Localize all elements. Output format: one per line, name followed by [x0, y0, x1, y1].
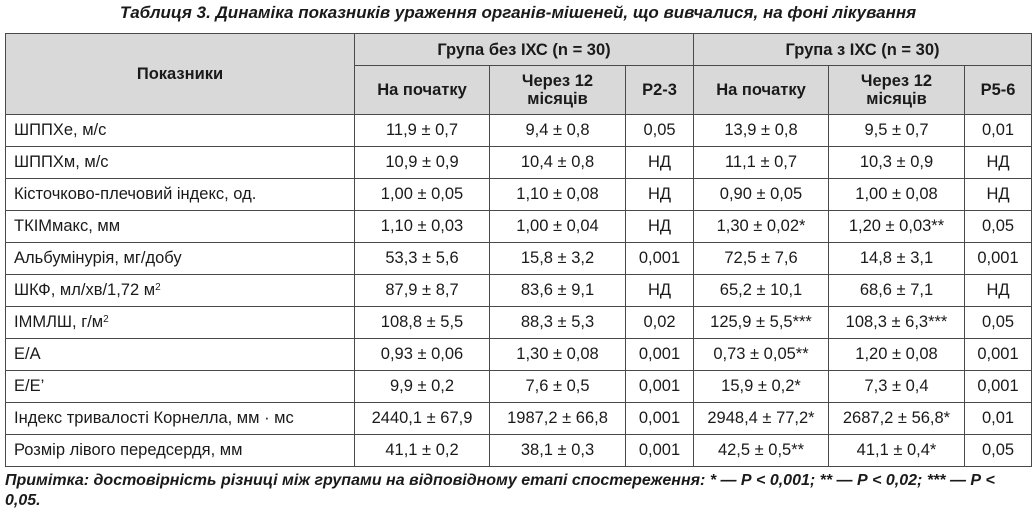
value-g2-start: 13,9 ± 0,8 [694, 115, 829, 147]
table-row [6, 307, 1032, 339]
indicator-name [6, 403, 355, 435]
indicator-name [6, 243, 355, 275]
value-p56: 0,01 [965, 115, 1032, 147]
value-g1-after: 1,30 ± 0,08 [490, 339, 626, 371]
indicator-name [6, 275, 355, 307]
value-p23: 0,001 [626, 243, 694, 275]
indicator-label: Розмір лівого передсердя, мм [14, 441, 243, 459]
value-g1-after: 9,4 ± 0,8 [490, 115, 626, 147]
value-p23: 0,001 [626, 403, 694, 435]
header-g2-p: Р5-6 [965, 66, 1032, 115]
value-p23: 0,001 [626, 371, 694, 403]
value-g2-after: 14,8 ± 3,1 [829, 243, 965, 275]
header-row-groups [6, 34, 1032, 66]
value-g1-after: 10,4 ± 0,8 [490, 147, 626, 179]
indicator-name [6, 115, 355, 147]
value-p56: НД [965, 275, 1032, 307]
table-row [6, 435, 1032, 467]
table-row [6, 211, 1032, 243]
value-g2-start: 65,2 ± 10,1 [694, 275, 829, 307]
header-group-with-ihd: Група з ІХС (n = 30) [694, 34, 1032, 66]
value-g1-after: 1,10 ± 0,08 [490, 179, 626, 211]
value-g2-start: 0,73 ± 0,05** [694, 339, 829, 371]
value-p56: НД [965, 179, 1032, 211]
value-p23: 0,001 [626, 435, 694, 467]
value-p56: 0,001 [965, 243, 1032, 275]
indicator-label: ТКІМмакс, мм [14, 217, 121, 235]
indicator-name [6, 339, 355, 371]
indicator-unit-superscript: 2 [103, 314, 109, 325]
value-g2-after: 41,1 ± 0,4* [829, 435, 965, 467]
header-g1-after: Через 12 місяців [490, 66, 626, 115]
indicator-name [6, 147, 355, 179]
value-p23: 0,02 [626, 307, 694, 339]
value-g2-start: 42,5 ± 0,5** [694, 435, 829, 467]
value-g1-start: 10,9 ± 0,9 [355, 147, 490, 179]
table-note: Примітка: достовірність різниці між групами на відповідному етапі спостереження: * — Р < 0,001; ** — Р < 0,02; *** — Р < 0,05. [5, 472, 995, 509]
table-row [6, 147, 1032, 179]
indicator-unit-superscript: 2 [155, 282, 161, 293]
value-p23: НД [626, 275, 694, 307]
value-g1-start: 87,9 ± 8,7 [355, 275, 490, 307]
value-g2-start: 15,9 ± 0,2* [694, 371, 829, 403]
value-g2-after: 2687,2 ± 56,8* [829, 403, 965, 435]
table-row [6, 243, 1032, 275]
value-p56: 0,001 [965, 339, 1032, 371]
header-g1-start: На початку [355, 66, 490, 115]
value-g2-after: 10,3 ± 0,9 [829, 147, 965, 179]
indicator-label: Кісточково-плечовий індекс, од. [14, 185, 257, 203]
value-g1-start: 53,3 ± 5,6 [355, 243, 490, 275]
value-g1-after: 83,6 ± 9,1 [490, 275, 626, 307]
value-g1-start: 41,1 ± 0,2 [355, 435, 490, 467]
value-g1-after: 1,00 ± 0,04 [490, 211, 626, 243]
table-caption: Таблиця 3. Динаміка показників ураження органів-мішеней, що вивчалися, на фоні лікування [119, 3, 917, 22]
value-g2-after: 68,6 ± 7,1 [829, 275, 965, 307]
value-p56: 0,05 [965, 211, 1032, 243]
indicator-name [6, 211, 355, 243]
table-row [6, 339, 1032, 371]
value-p56: 0,05 [965, 307, 1032, 339]
value-g1-start: 9,9 ± 0,2 [355, 371, 490, 403]
value-g2-after: 1,20 ± 0,03** [829, 211, 965, 243]
indicator-name [6, 179, 355, 211]
value-g1-start: 0,93 ± 0,06 [355, 339, 490, 371]
indicator-name [6, 307, 355, 339]
value-p23: НД [626, 211, 694, 243]
indicator-label: Індекс тривалості Корнелла, мм · мс [14, 409, 294, 427]
indicator-name [6, 435, 355, 467]
header-g2-after: Через 12 місяців [829, 66, 965, 115]
header-indicators: Показники [6, 34, 355, 115]
table-row [6, 403, 1032, 435]
header-group-without-ihd: Група без ІХС (n = 30) [355, 34, 694, 66]
value-p23: 0,05 [626, 115, 694, 147]
value-g2-after: 7,3 ± 0,4 [829, 371, 965, 403]
indicator-label: E/A [14, 345, 41, 363]
value-p23: НД [626, 147, 694, 179]
value-p23: НД [626, 179, 694, 211]
value-g1-start: 1,00 ± 0,05 [355, 179, 490, 211]
value-p23: 0,001 [626, 339, 694, 371]
value-g2-after: 9,5 ± 0,7 [829, 115, 965, 147]
table-row [6, 371, 1032, 403]
value-g1-after: 7,6 ± 0,5 [490, 371, 626, 403]
header-g1-p: Р2-3 [626, 66, 694, 115]
value-p56: 0,01 [965, 403, 1032, 435]
value-g2-start: 2948,4 ± 77,2* [694, 403, 829, 435]
value-g2-after: 1,20 ± 0,08 [829, 339, 965, 371]
value-g2-start: 125,9 ± 5,5*** [694, 307, 829, 339]
value-p56: НД [965, 147, 1032, 179]
table-row [6, 179, 1032, 211]
indicator-label: Альбумінурія, мг/добу [14, 249, 182, 267]
value-p56: 0,001 [965, 371, 1032, 403]
value-g1-after: 88,3 ± 5,3 [490, 307, 626, 339]
header-g2-start: На початку [694, 66, 829, 115]
value-g1-after: 15,8 ± 3,2 [490, 243, 626, 275]
value-g2-after: 108,3 ± 6,3*** [829, 307, 965, 339]
value-g1-start: 108,8 ± 5,5 [355, 307, 490, 339]
indicator-label: ІММЛШ, г/м [14, 313, 104, 331]
table-row [6, 275, 1032, 307]
indicator-label: ШППХм, м/с [14, 153, 109, 171]
value-g2-start: 11,1 ± 0,7 [694, 147, 829, 179]
value-g2-start: 0,90 ± 0,05 [694, 179, 829, 211]
indicator-label: ШКФ, мл/хв/1,72 м [14, 281, 156, 299]
value-p56: 0,05 [965, 435, 1032, 467]
indicator-label: E/E’ [14, 377, 45, 395]
value-g2-start: 72,5 ± 7,6 [694, 243, 829, 275]
indicator-name [6, 371, 355, 403]
value-g2-start: 1,30 ± 0,02* [694, 211, 829, 243]
value-g1-start: 11,9 ± 0,7 [355, 115, 490, 147]
value-g1-start: 1,10 ± 0,03 [355, 211, 490, 243]
data-table [5, 33, 1032, 467]
value-g1-after: 1987,2 ± 66,8 [490, 403, 626, 435]
value-g1-after: 38,1 ± 0,3 [490, 435, 626, 467]
table-row [6, 115, 1032, 147]
value-g1-start: 2440,1 ± 67,9 [355, 403, 490, 435]
value-g2-after: 1,00 ± 0,08 [829, 179, 965, 211]
indicator-label: ШППХе, м/с [14, 121, 107, 139]
